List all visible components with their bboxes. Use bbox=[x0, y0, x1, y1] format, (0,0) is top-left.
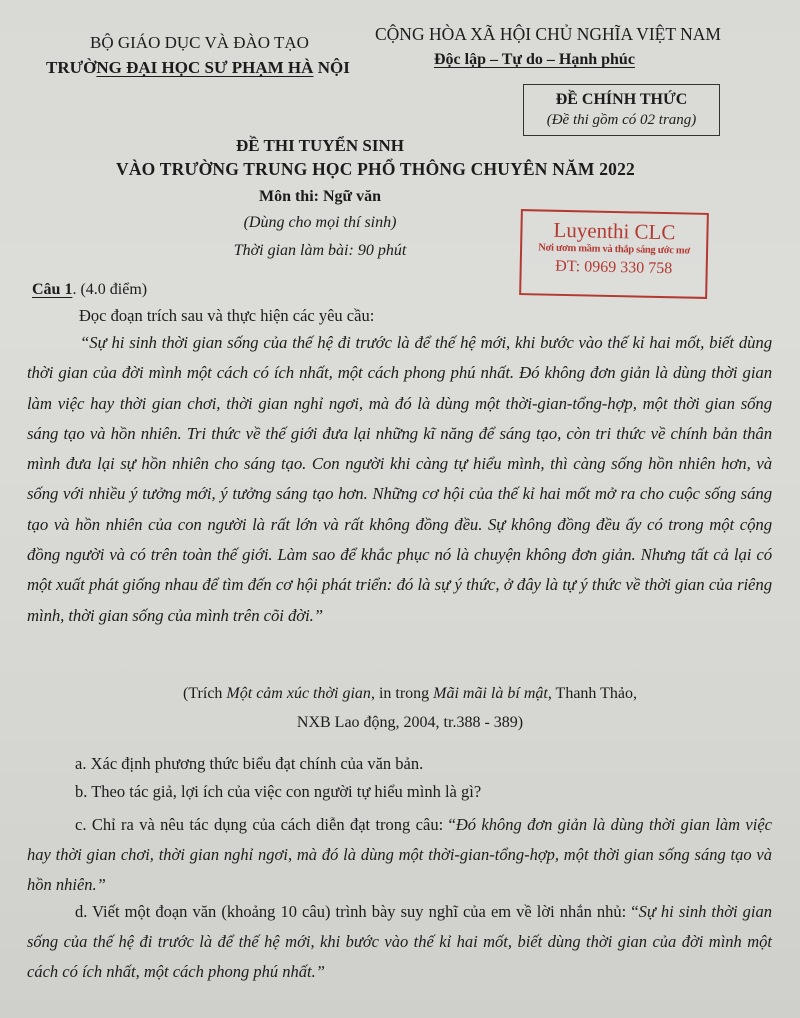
question-1-points: . (4.0 điểm) bbox=[72, 281, 148, 298]
question-1d-close-quote: ” bbox=[315, 962, 325, 981]
question-1b: b. Theo tác giả, lợi ích của việc con người tự hiểu mình là gì? bbox=[75, 782, 482, 801]
official-exam-label: ĐỀ CHÍNH THỨC bbox=[555, 91, 688, 108]
question-1-label: Câu 1 bbox=[32, 281, 73, 298]
university-name bbox=[46, 58, 350, 78]
source-book-title: Mãi mãi là bí mật bbox=[433, 685, 548, 702]
question-1c bbox=[27, 810, 772, 900]
stamp-phone: ĐT: 0969 330 758 bbox=[555, 257, 673, 278]
passage-source-line-1 bbox=[0, 685, 800, 703]
national-motto: Độc lập – Tự do – Hạnh phúc bbox=[434, 51, 635, 68]
question-1d-quote: Sự hi sinh thời gian sống của thế hệ đi trước là để thế hệ mới, khi bước vào thế kỉ hai mốt, biết dùng thời gian của đời mình một cách có ích nhất, một cách phong phú nhất. bbox=[27, 902, 772, 981]
source-author: , Thanh Thảo, bbox=[547, 685, 637, 702]
exam-duration: Thời gian làm bài: 90 phút bbox=[233, 242, 407, 259]
ministry-name: BỘ GIÁO DỤC VÀ ĐÀO TẠO bbox=[90, 33, 309, 52]
question-1c-prompt: c. Chỉ ra và nêu tác dụng của cách diễn đạt trong câu: “ bbox=[75, 815, 456, 834]
question-1-heading bbox=[32, 281, 147, 299]
watermark-stamp bbox=[519, 209, 709, 299]
question-1a: a. Xác định phương thức biểu đạt chính của văn bản. bbox=[75, 754, 424, 773]
exam-subject: Môn thi: Ngữ văn bbox=[258, 188, 382, 205]
question-1-instruction: Đọc đoạn trích sau và thực hiện các yêu cầu: bbox=[79, 306, 375, 325]
university-name-underlined: NG ĐẠI HỌC SƯ PHẠM HÀ bbox=[96, 58, 314, 77]
question-1c-close-quote: ” bbox=[96, 875, 106, 894]
university-name-suffix: NỘI bbox=[313, 58, 350, 77]
source-mid: , in trong bbox=[370, 685, 434, 702]
official-exam-box bbox=[523, 84, 720, 136]
country-name: CỘNG HÒA XÃ HỘI CHỦ NGHĨA VIỆT NAM bbox=[375, 24, 721, 44]
question-1d bbox=[27, 897, 772, 987]
source-work-title: Một cảm xúc thời gian bbox=[226, 685, 371, 702]
question-1d-prompt: d. Viết một đoạn văn (khoảng 10 câu) trình bày suy nghĩ của em về lời nhắn nhủ: “ bbox=[75, 902, 639, 921]
source-open: (Trích bbox=[183, 685, 227, 702]
reading-passage: “Sự hi sinh thời gian sống của thế hệ đi trước là để thế hệ mới, khi bước vào thế kỉ hai mốt, biết dùng thời gian của đời mình một cách có ích nhất, một cách phong phú nhất. Đó không đơn giản là dùng thời gian làm việc hay thời gian chơi, thời gian nghỉ ngơi, mà đó là dùng một thời-gian-tổng-hợp, một thời gian sống sáng tạo và hồn nhiên. Tri thức về thế giới đưa lại những kĩ năng để sáng tạo, còn tri thức về chính bản thân mình đưa lại sự hồn nhiên cho sáng tạo. Con người khi càng tự hiểu mình, thì càng sống hồn nhiên hơn, và sống với nhiều ý tưởng mới, ý tưởng sáng tạo hơn. Những cơ hội của thế kỉ hai mốt mở ra cho cuộc sống sáng tạo và hồn nhiên của con người là rất lớn và rất không đồng đều. Sự không đồng đều ấy có trong một cộng đồng người và có trên toàn thế giới. Làm sao để khắc phục nó là chuyện không đơn giản. Nhưng tất cả lại có một xuất phát giống nhau để tìm đến cơ hội phát triển: đó là sự ý thức, ở đây là tự ý thức về thời gian của riêng mình, thời gian sống của mình trên cõi đời.” bbox=[27, 333, 772, 625]
stamp-name: Luyenthi CLC bbox=[553, 217, 676, 245]
passage-source-line-2: NXB Lao động, 2004, tr.388 - 389) bbox=[296, 714, 524, 731]
university-name-prefix: TRƯỜ bbox=[46, 58, 97, 77]
question-1c-quote: Đó không đơn giản là dùng thời gian làm việc hay thời gian chơi, thời gian nghỉ ngơi, mà đó là dùng một thời-gian-tổng-hợp, một thời gian sống sáng tạo và hồn nhiên. bbox=[27, 815, 772, 894]
stamp-slogan: Nơi ươm mầm và thắp sáng ước mơ bbox=[538, 242, 691, 257]
exam-subtitle: VÀO TRƯỜNG TRUNG HỌC PHỔ THÔNG CHUYÊN NĂM 2022 bbox=[116, 159, 635, 179]
page-count-note: (Đề thi gồm có 02 trang) bbox=[546, 112, 697, 128]
exam-title: ĐỀ THI TUYỂN SINH bbox=[235, 136, 404, 155]
exam-audience: (Dùng cho mọi thí sinh) bbox=[243, 214, 397, 231]
